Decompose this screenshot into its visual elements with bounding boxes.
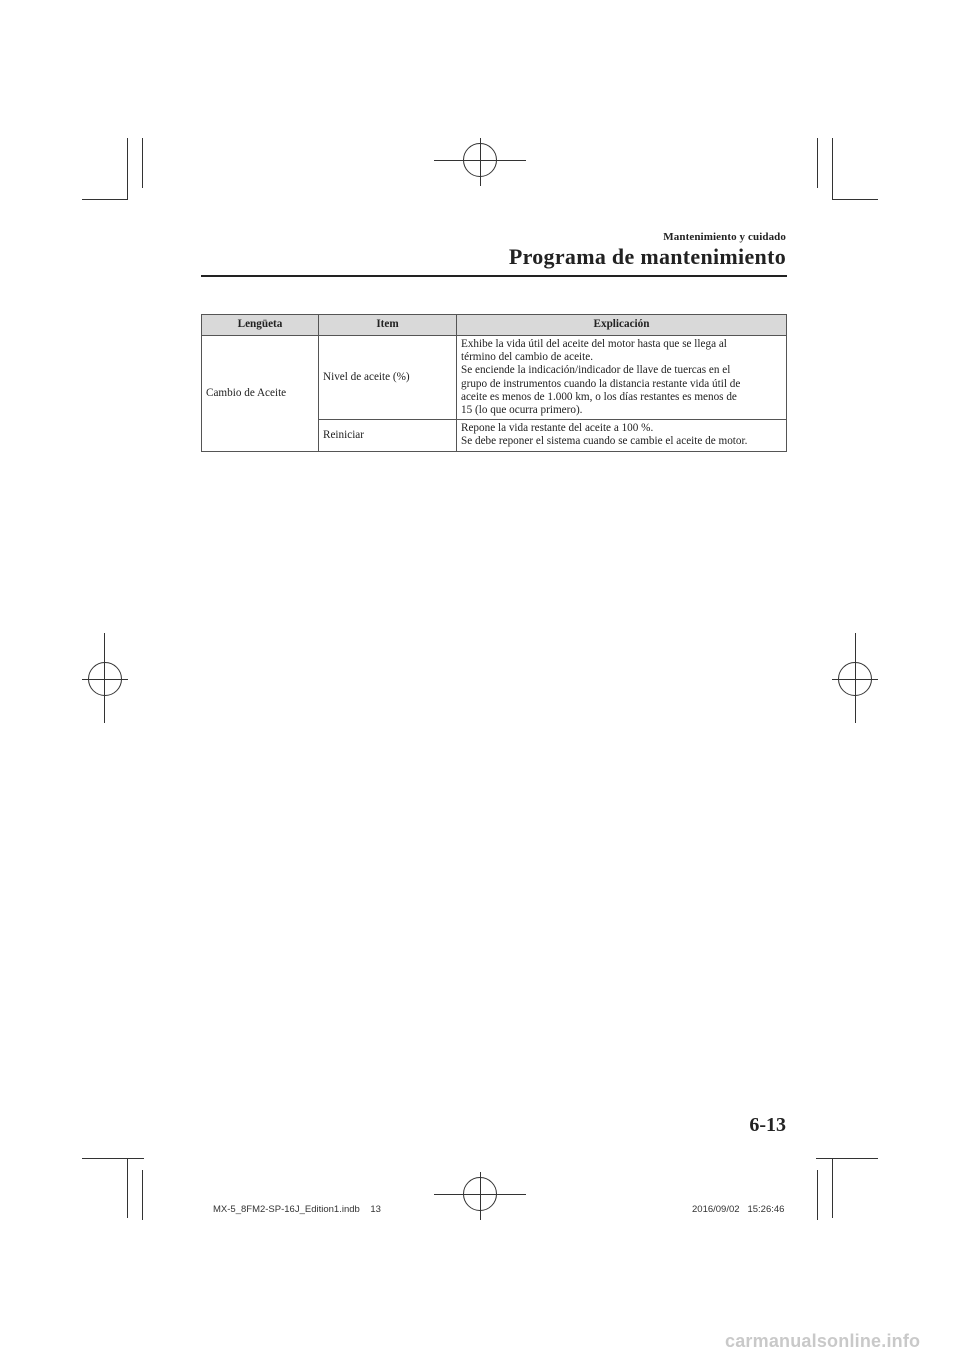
explanation-line: Se enciende la indicación/indicador de llave de tuercas en el [461, 364, 731, 377]
explanation-cell [457, 420, 787, 451]
explanation-line: Repone la vida restante del aceite a 100 %. [461, 422, 654, 435]
column-header-tab: Lengüeta [202, 315, 319, 336]
tab-cell: Cambio de Aceite [202, 336, 319, 452]
item-cell: Nivel de aceite (%) [319, 336, 457, 420]
explanation-line: aceite es menos de 1.000 km, o los días restantes es menos de [461, 390, 737, 403]
page-number: 6-13 [749, 1114, 786, 1136]
watermark-text: carmanualsonline.info [725, 1331, 921, 1351]
section-label: Mantenimiento y cuidado [663, 231, 786, 243]
table-header-row [202, 315, 787, 336]
explanation-line: 15 (lo que ocurra primero). [461, 404, 583, 417]
column-header-item: Item [319, 315, 457, 336]
column-header-explanation: Explicación [457, 315, 787, 336]
table-row [202, 336, 787, 420]
explanation-cell [457, 336, 787, 420]
heading-rule [201, 275, 787, 277]
maintenance-table [201, 314, 787, 452]
footer-date-info: 2016/09/02 15:26:46 [692, 1204, 785, 1215]
item-cell: Reiniciar [319, 420, 457, 451]
explanation-line: Se debe reponer el sistema cuando se cambie el aceite de motor. [461, 435, 748, 448]
explanation-line: término del cambio de aceite. [461, 351, 594, 364]
footer-file-info: MX-5_8FM2-SP-16J_Edition1.indb 13 [213, 1204, 381, 1215]
explanation-line: grupo de instrumentos cuando la distancia restante vida útil de [461, 377, 741, 390]
explanation-line: Exhibe la vida útil del aceite del motor hasta que se llega al [461, 338, 727, 350]
page-title: Programa de mantenimiento [508, 244, 786, 269]
